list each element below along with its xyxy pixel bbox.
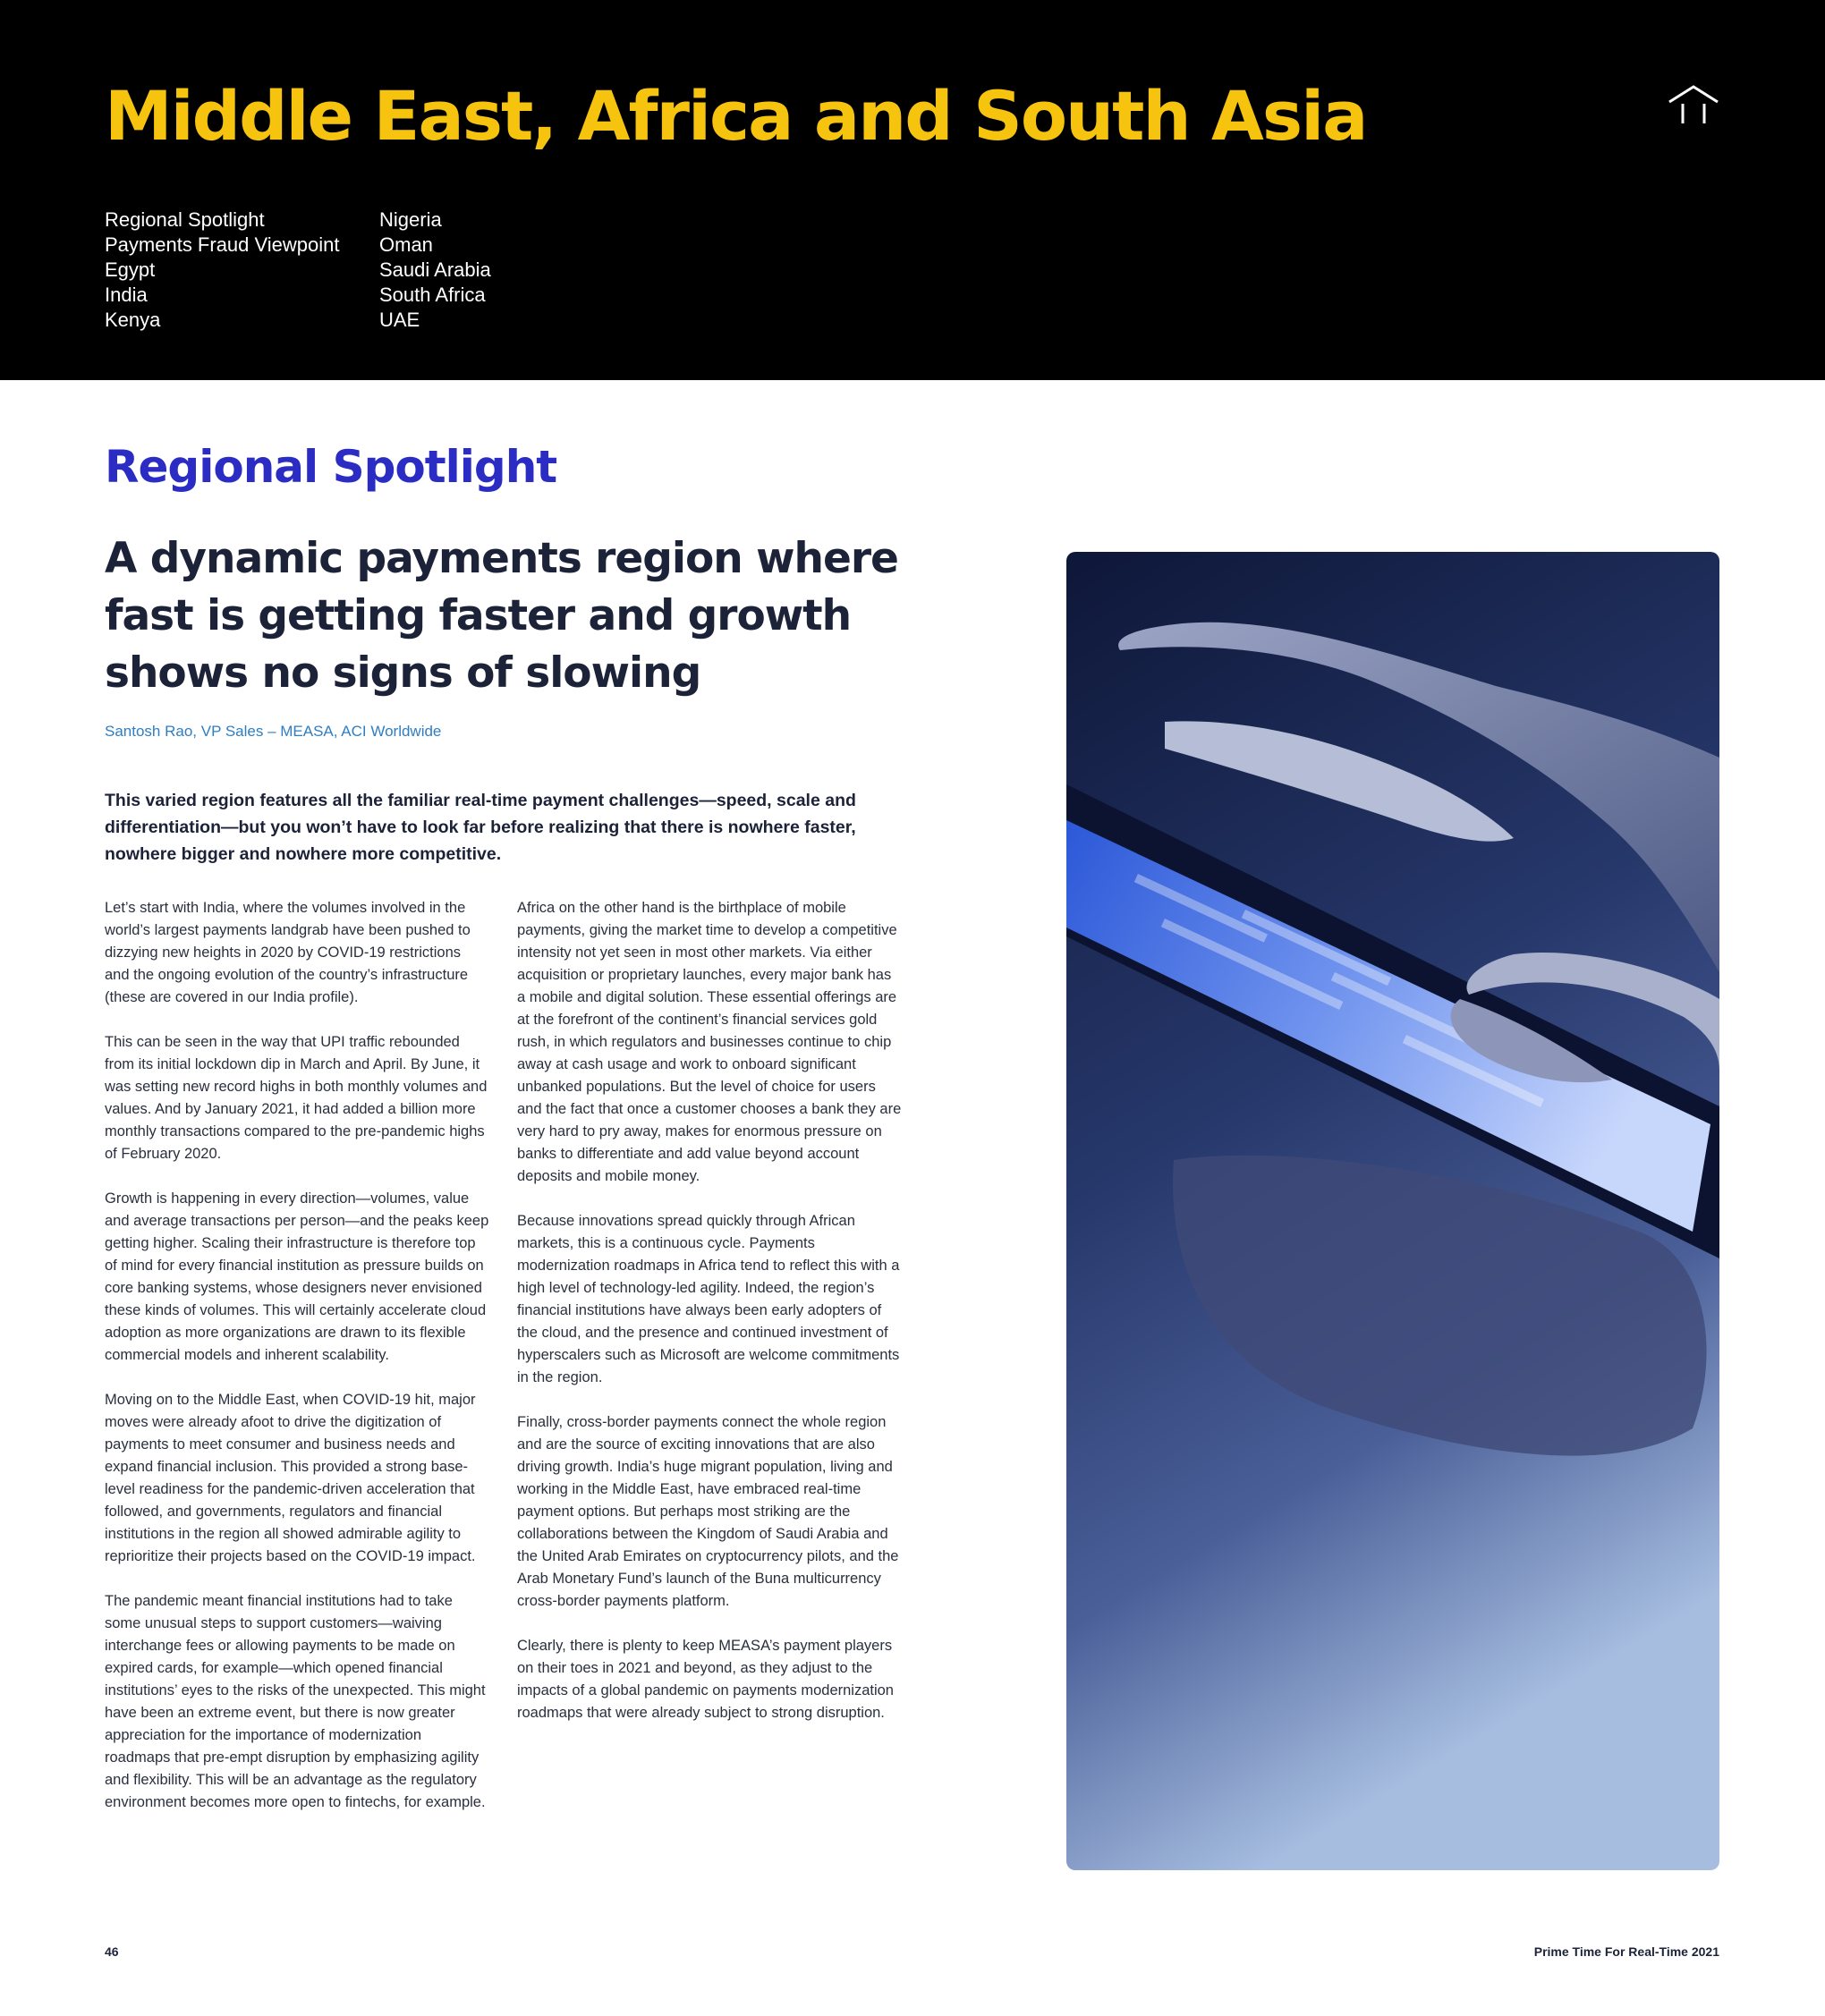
- body-paragraph: This can be seen in the way that UPI traffic rebounded from its initial lockdown dip in March and April. By June, it was setting new record highs in both monthly volumes and values. And by January 2021, it had added a billion more monthly transactions compared to the pre-pandemic highs of February 2020.: [105, 1034, 488, 1162]
- nav-link-oman[interactable]: Oman: [379, 233, 433, 256]
- body-paragraph: Finally, cross-border payments connect the whole region and are the source of exciting innovations that are also driving growth. India’s huge migrant population, living and working in the Middle East, have embraced real-time payment options. But perhaps most striking are the collaborations between the Kingdom of Saudi Arabia and the United Arab Emirates on cryptocurrency pilots, and the Arab Monetary Fund’s launch of the Buna multicurrency cross-border payments platform.: [517, 1414, 899, 1609]
- nav-link-south-africa[interactable]: South Africa: [379, 284, 486, 306]
- nav-column-left: [105, 208, 340, 333]
- article-byline: Santosh Rao, VP Sales – MEASA, ACI Worldwide: [105, 723, 442, 740]
- nav-link-india[interactable]: India: [105, 284, 148, 306]
- article-headline: A dynamic payments region where fast is getting faster and growth shows no signs of slowing: [105, 534, 898, 698]
- body-paragraph: Growth is happening in every direction—volumes, value and average transactions per person—and the peaks keep getting higher. Scaling their infrastructure is therefore top of mind for every financial institution as pressure builds on core banking systems, whose designers never envisioned these kinds of volumes. This will certainly accelerate cloud adoption as more organizations are drawn to its flexible commercial models and inherent scalability.: [105, 1190, 489, 1363]
- nav-link-saudi-arabia[interactable]: Saudi Arabia: [379, 258, 491, 281]
- hands-tablet-photo: [1066, 552, 1719, 1870]
- nav-column-right: [379, 208, 491, 333]
- section-heading: Regional Spotlight: [105, 441, 557, 493]
- body-paragraph: The pandemic meant financial institutions had to take some unusual steps to support customers—waiving interchange fees or allowing payments to be made on expired cards, for example—which opened financial institutions’ eyes to the risks of the unexpected. This might have been an extreme event, but there is now greater appreciation for the importance of modernization roadmaps that pre-empt disruption by emphasizing agility and flexibility. This will be an advantage as the regulatory environment becomes more open to fintechs, for example.: [105, 1593, 486, 1810]
- page-number: 46: [105, 1944, 119, 1959]
- body-paragraph: Let’s start with India, where the volumes involved in the world’s largest payments landgrab have been pushed to dizzying new heights in 2020 by COVID-19 restrictions and the ongoing evolution of the country’s infrastructure (these are covered in our India profile).: [105, 900, 471, 1005]
- nav-link-regional-spotlight[interactable]: Regional Spotlight: [105, 208, 265, 231]
- body-column-1: [105, 897, 489, 1836]
- publication-title: Prime Time For Real-Time 2021: [1533, 1944, 1719, 1959]
- nav-link-nigeria[interactable]: Nigeria: [379, 208, 442, 231]
- nav-link-kenya[interactable]: Kenya: [105, 309, 161, 331]
- nav-link-egypt[interactable]: Egypt: [105, 258, 156, 281]
- body-paragraph: Because innovations spread quickly through African markets, this is a continuous cycle. Payments modernization roadmaps in Africa tend to reflect this with a high level of technology-led agility. Indeed, the region’s financial institutions have always been early adopters of the cloud, and the presence and continued investment of hyperscalers such as Microsoft are welcome commitments in the region.: [517, 1213, 900, 1385]
- region-title: Middle East, Africa and South Asia: [105, 76, 1367, 156]
- article-intro: This varied region features all the familiar real-time payment challenges—speed, scale and differentiation—but you won’t have to look far before realizing that there is nowhere faster, nowhere bigger and nowhere more competitive.: [105, 791, 856, 864]
- nav-link-payments-fraud-viewpoint[interactable]: Payments Fraud Viewpoint: [105, 233, 340, 256]
- home-icon[interactable]: [1666, 82, 1721, 125]
- page-header: [0, 0, 1825, 380]
- body-column-2: [517, 897, 902, 1747]
- body-paragraph: Africa on the other hand is the birthplace of mobile payments, giving the market time to develop a competitive intensity not yet seen in most other markets. Via either acquisition or proprietary launches, every major bank has a mobile and digital solution. These essential offerings are at the forefront of the continent’s financial services gold rush, in which regulators and businesses continue to chip away at cash usage and work to onboard significant unbanked populations. But the level of choice for users and the fact that once a customer chooses a bank they are very hard to pry away, makes for enormous pressure on banks to differentiate and add value beyond account deposits and mobile money.: [517, 900, 902, 1184]
- body-paragraph: Moving on to the Middle East, when COVID-19 hit, major moves were already afoot to drive the digitization of payments to meet consumer and business needs and expand financial inclusion. This provided a strong base-level readiness for the pandemic-driven acceleration that followed, and governments, regulators and financial institutions in the region all showed admirable agility to reprioritize their projects based on the COVID-19 impact.: [105, 1392, 476, 1564]
- body-paragraph: Clearly, there is plenty to keep MEASA’s payment players on their toes in 2021 and beyond, as they adjust to the impacts of a global pandemic on payments modernization roadmaps that were already subject to strong disruption.: [517, 1638, 894, 1721]
- nav-link-uae[interactable]: UAE: [379, 309, 420, 331]
